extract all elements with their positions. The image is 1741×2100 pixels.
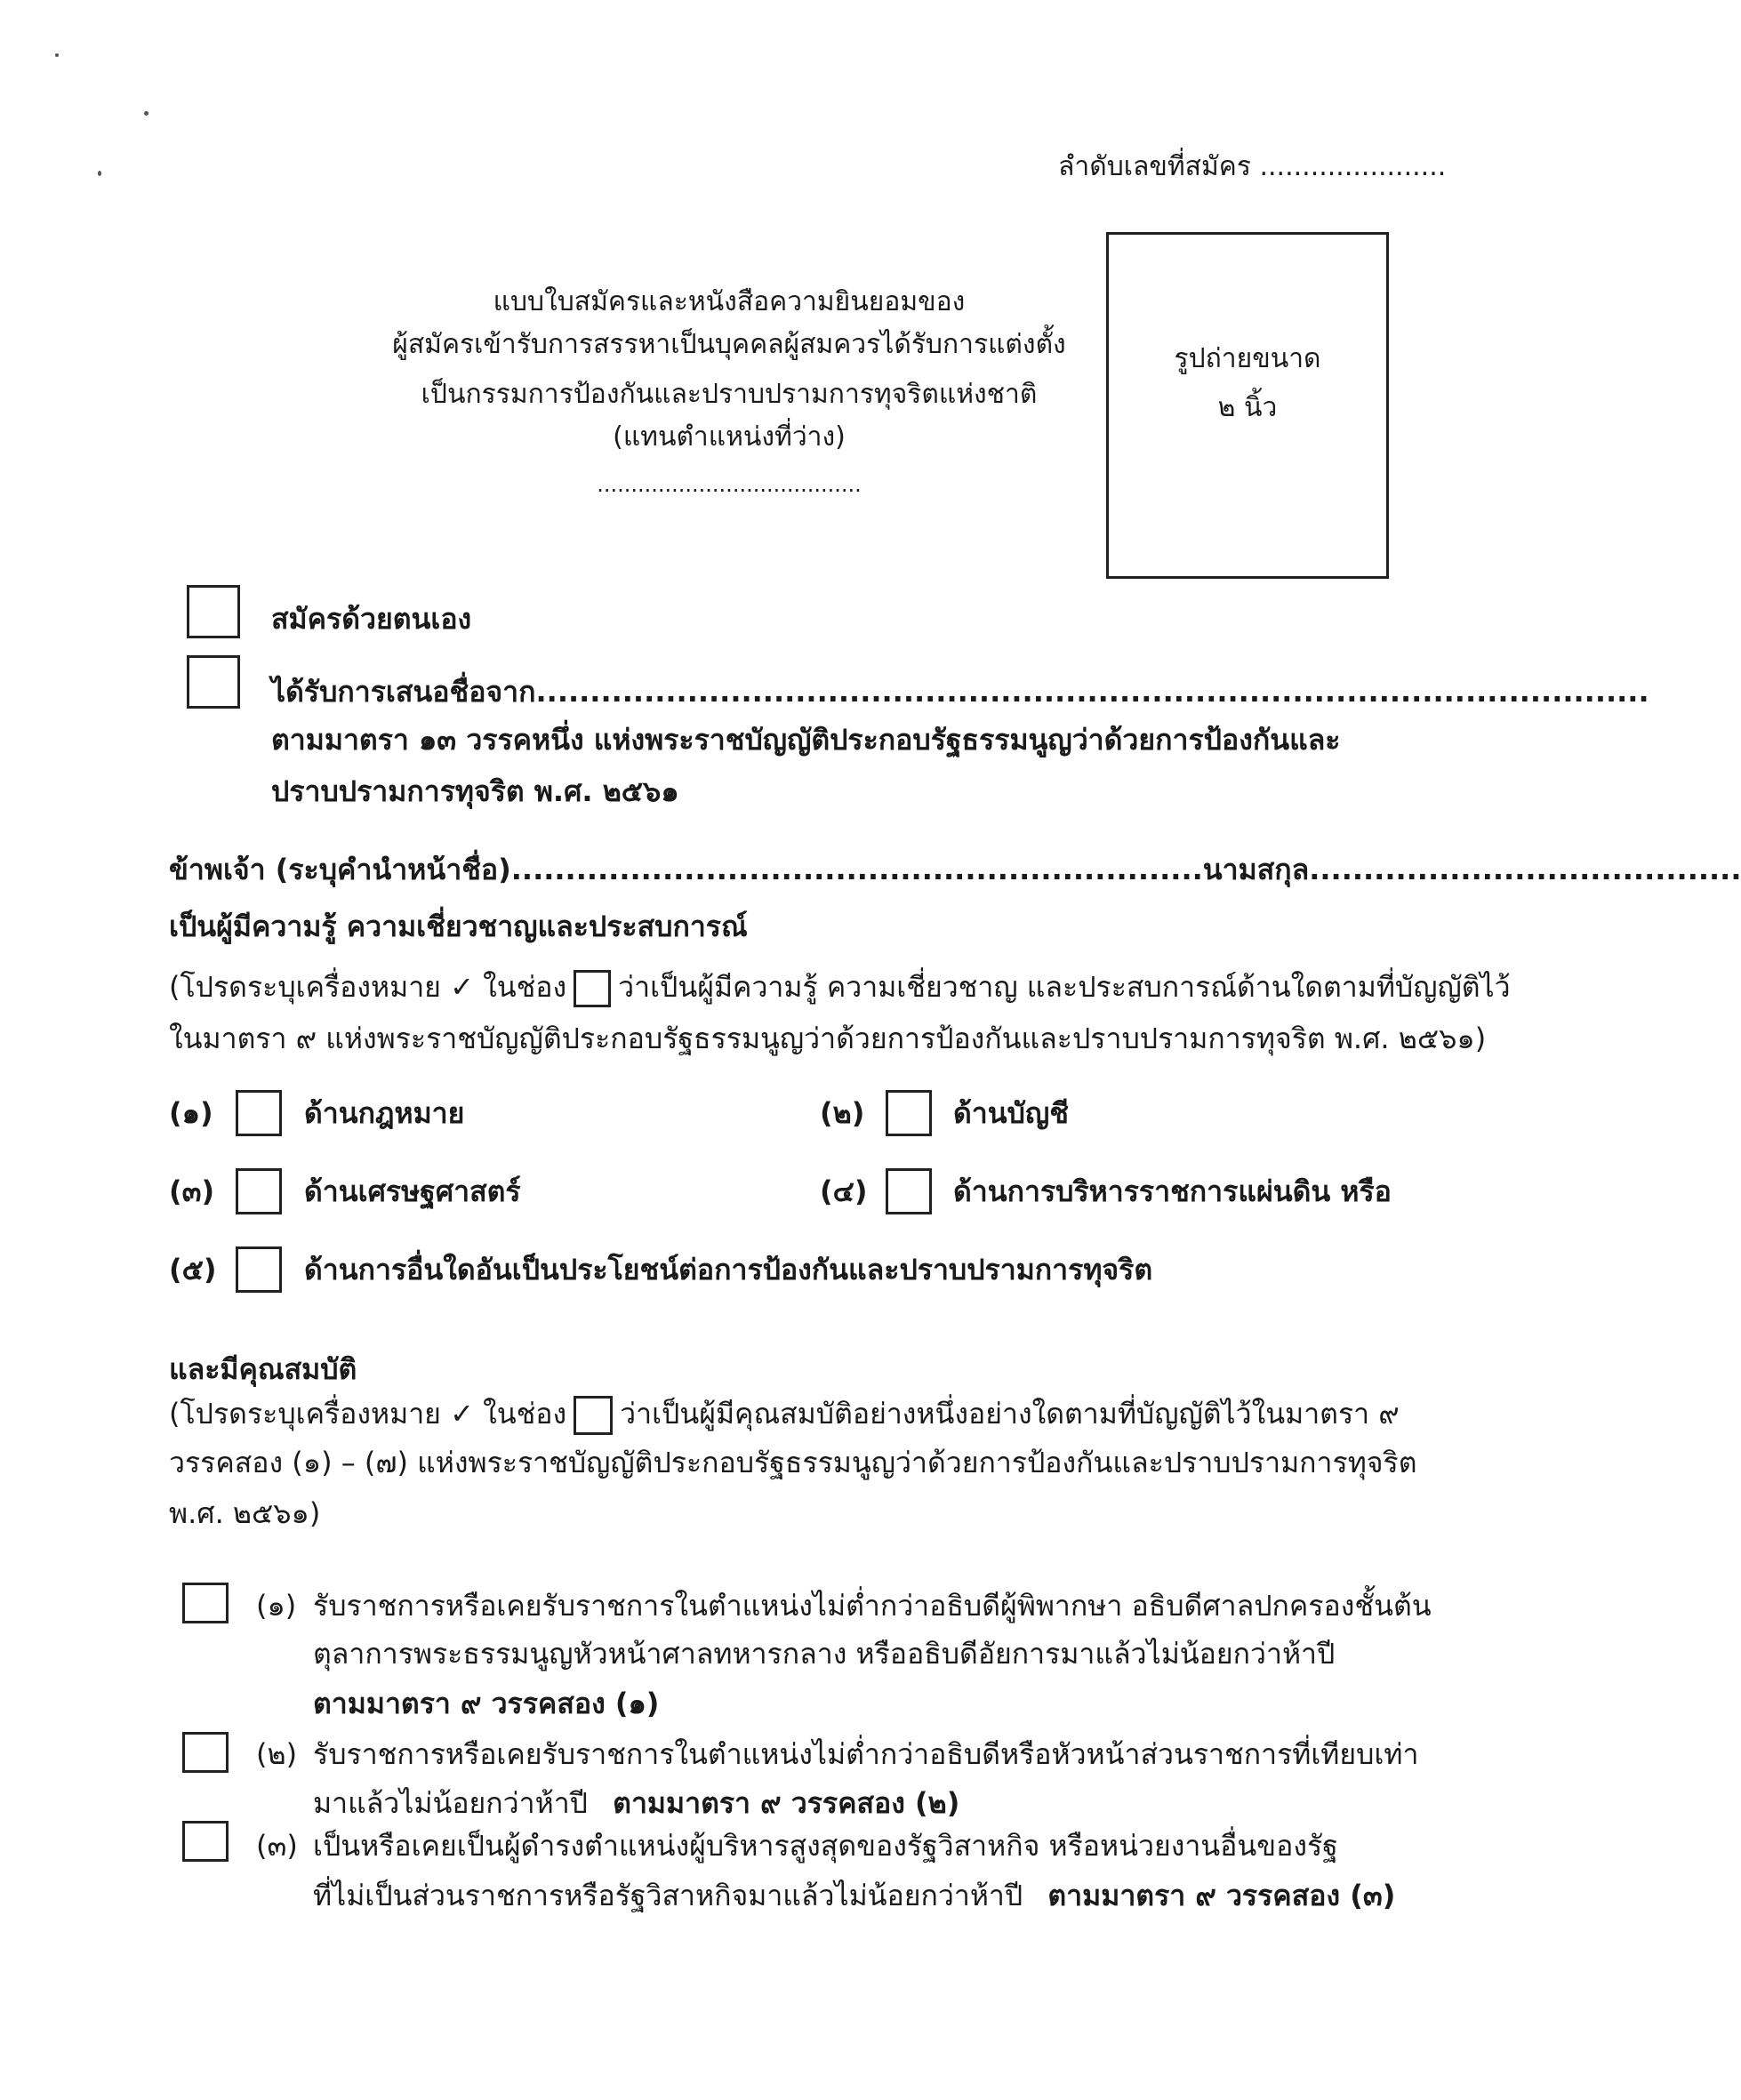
expertise-accounting-label: ด้านบัญชี	[953, 1096, 1069, 1130]
qualification-instruction-b: ว่าเป็นผู้มีคุณสมบัติอย่างหนึ่งอย่างใดตามที่บัญญัติไว้ในมาตรา ๙	[620, 1397, 1400, 1431]
form-title-dots: .......................................	[597, 472, 862, 497]
qualification-instruction-a: (โปรดระบุเครื่องหมาย ✓ ในช่อง	[169, 1397, 567, 1431]
nomination-law-line2: ปราบปรามการทุจริต พ.ศ. ๒๕๖๑	[271, 774, 679, 808]
form-title-line4: (แทนตำแหน่งที่ว่าง)	[613, 421, 846, 453]
qualification-instruction-line2: วรรคสอง (๑) – (๗) แห่งพระราชบัญญัติประกอบรัฐธรรมนูญว่าด้วยการป้องกันและปราบปรามการทุจริต	[169, 1446, 1417, 1479]
qualification-3-line2	[313, 1878, 1395, 1913]
expertise-economics-label: ด้านเศรษฐศาสตร์	[304, 1174, 521, 1208]
expertise-item-number: (๕)	[169, 1253, 217, 1286]
photo-size-label: รูปถ่ายขนาด	[1174, 343, 1321, 374]
qualification-2-reference: ตามมาตรา ๙ วรรคสอง (๒)	[613, 1786, 960, 1820]
expertise-other-label: ด้านการอื่นใดอันเป็นประโยชน์ต่อการป้องกันและปราบปรามการทุจริต	[304, 1253, 1153, 1286]
scan-speck	[98, 171, 101, 176]
qualification-3-checkbox[interactable]	[182, 1821, 229, 1862]
qualification-2-text: มาแล้วไม่น้อยกว่าห้าปี	[313, 1786, 588, 1820]
scan-speck	[144, 111, 148, 116]
expertise-heading: เป็นผู้มีความรู้ ความเชี่ยวชาญและประสบการณ์	[169, 910, 748, 943]
photo-box	[1106, 232, 1389, 579]
expertise-instruction-b: ว่าเป็นผู้มีความรู้ ความเชี่ยวชาญ และประสบการณ์ด้านใดตามที่บัญญัติไว้	[618, 970, 1511, 1004]
qualification-3-line1: เป็นหรือเคยเป็นผู้ดำรงตำแหน่งผู้บริหารสูงสุดของรัฐวิสาหกิจ หรือหน่วยงานอื่นของรัฐ	[313, 1829, 1338, 1863]
photo-size-value: ๒ นิ้ว	[1217, 392, 1278, 423]
qualification-item-number: (๓)	[256, 1829, 298, 1863]
qualification-1-line1: รับราชการหรือเคยรับราชการในตำแหน่งไม่ต่ำกว่าอธิบดีผู้พิพากษา อธิบดีศาลปกครองชั้นต้น	[313, 1589, 1432, 1623]
expertise-public-admin-label: ด้านการบริหารราชการแผ่นดิน หรือ	[953, 1174, 1392, 1208]
qualification-3-text: ที่ไม่เป็นส่วนราชการหรือรัฐวิสาหกิจมาแล้วไม่น้อยกว่าห้าปี	[313, 1879, 1023, 1912]
applicant-number: ลำดับเลขที่สมัคร ......................	[1058, 151, 1447, 182]
expertise-accounting-checkbox[interactable]	[886, 1090, 932, 1136]
qualification-heading: และมีคุณสมบัติ	[169, 1352, 357, 1386]
self-apply-label: สมัครด้วยตนเอง	[271, 602, 472, 636]
nominated-checkbox[interactable]	[187, 655, 240, 709]
nomination-law-line1: ตามมาตรา ๑๓ วรรคหนึ่ง แห่งพระราชบัญญัติประกอบรัฐธรรมนูญว่าด้วยการป้องกันและ	[271, 723, 1341, 757]
expertise-law-checkbox[interactable]	[236, 1090, 282, 1136]
scan-speck	[55, 53, 59, 57]
expertise-public-admin-checkbox[interactable]	[886, 1168, 932, 1214]
expertise-instruction-line1	[169, 969, 1511, 1007]
expertise-instruction-line2: ในมาตรา ๙ แห่งพระราชบัญญัติประกอบรัฐธรรมนูญว่าด้วยการป้องกันและปราบปรามการทุจริต พ.ศ. ๒๕๖๑)	[169, 1022, 1487, 1055]
qualification-2-line1: รับราชการหรือเคยรับราชการในตำแหน่งไม่ต่ำกว่าอธิบดีหรือหัวหน้าส่วนราชการที่เทียบเท่า	[313, 1737, 1419, 1771]
qualification-1-checkbox[interactable]	[182, 1583, 229, 1623]
expertise-economics-checkbox[interactable]	[236, 1168, 282, 1214]
form-title-line2: ผู้สมัครเข้ารับการสรรหาเป็นบุคคลผู้สมควรได้รับการแต่งตั้ง	[392, 329, 1066, 360]
qualification-1-reference: ตามมาตรา ๙ วรรคสอง (๑)	[313, 1687, 660, 1720]
expertise-other-checkbox[interactable]	[236, 1246, 282, 1293]
expertise-instruction-a: (โปรดระบุเครื่องหมาย ✓ ในช่อง	[169, 970, 567, 1004]
nominated-label: ได้รับการเสนอชื่อจาก.......................................................................................................	[271, 675, 1649, 709]
qualification-instruction-line3: พ.ศ. ๒๕๖๑)	[169, 1496, 321, 1530]
expertise-item-number: (๒)	[820, 1096, 865, 1130]
qualification-2-line2	[313, 1785, 959, 1821]
qualification-3-reference: ตามมาตรา ๙ วรรคสอง (๓)	[1047, 1879, 1396, 1912]
qualification-2-checkbox[interactable]	[182, 1732, 229, 1773]
qualification-item-number: (๑)	[256, 1589, 297, 1623]
qualification-1-line2: ตุลาการพระธรรมนูญหัวหน้าศาลทหารกลาง หรืออธิบดีอัยการมาแล้วไม่น้อยกว่าห้าปี	[313, 1637, 1336, 1671]
qualification-instruction-line1	[169, 1396, 1400, 1435]
self-apply-checkbox[interactable]	[187, 585, 240, 638]
expertise-item-number: (๔)	[820, 1174, 868, 1208]
expertise-law-label: ด้านกฎหมาย	[304, 1096, 465, 1130]
expertise-item-number: (๑)	[169, 1096, 213, 1130]
sample-checkbox	[574, 970, 611, 1007]
form-title-line1: แบบใบสมัครและหนังสือความยินยอมของ	[493, 286, 966, 317]
form-title-line3: เป็นกรรมการป้องกันและปราบปรามการทุจริตแห่งชาติ	[421, 379, 1038, 410]
sample-checkbox	[574, 1396, 613, 1435]
qualification-item-number: (๒)	[256, 1737, 298, 1771]
expertise-item-number: (๓)	[169, 1174, 215, 1208]
applicant-name-line: ข้าพเจ้า (ระบุคำนำหน้าชื่อ)................................................................นามสกุล........................................	[169, 853, 1741, 886]
